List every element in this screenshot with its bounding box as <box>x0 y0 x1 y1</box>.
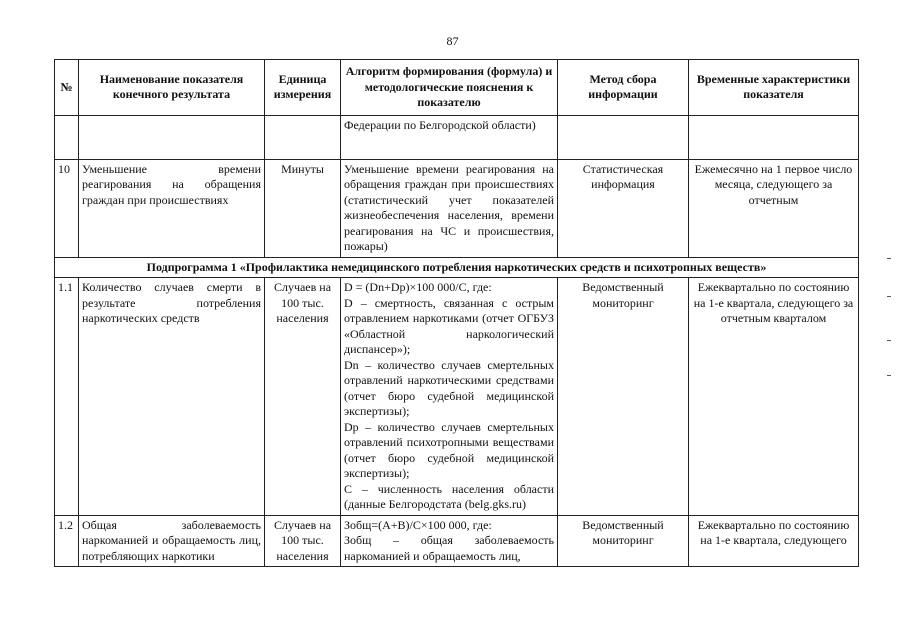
row-number: 10 <box>55 159 79 257</box>
header-name: Наименование показателя конечного результата <box>79 60 265 116</box>
table-row <box>55 515 859 567</box>
unit-of-measure: Случаев на 100 тыс. населения <box>265 515 341 567</box>
indicator-name: Количество случаев смерти в результате потребления наркотических средств <box>79 278 265 516</box>
formula-line: D = (Dn+Dp)×100 000/С, где: <box>344 280 492 294</box>
margin-tick <box>887 375 891 376</box>
collection-method: Ведомственный мониторинг <box>558 278 689 516</box>
formula-explanation: Dp – количество случаев смертельных отравлений психотропными веществами (отчет бюро судебной медицинской экспертизы); <box>344 419 554 480</box>
subprogram-row <box>55 257 859 278</box>
margin-tick <box>887 258 891 259</box>
row-number: 1.2 <box>55 515 79 567</box>
header-method: Метод сбора информации <box>558 60 689 116</box>
unit-of-measure: Минуты <box>265 159 341 257</box>
header-unit: Единица измерения <box>265 60 341 116</box>
algorithm-text <box>341 278 558 516</box>
header-timing: Временные характеристики показателя <box>689 60 859 116</box>
collection-method: Ведомственный мониторинг <box>558 515 689 567</box>
row-number: 1.1 <box>55 278 79 516</box>
cell-method <box>558 115 689 159</box>
margin-tick <box>887 296 891 297</box>
formula-explanation: Зобщ – общая заболеваемость наркоманией и обращаемость лиц, <box>344 533 554 563</box>
subprogram-title: Подпрограмма 1 «Профилактика немедицинского потребления наркотических средств и психотропных веществ» <box>55 257 859 278</box>
indicator-name: Общая заболеваемость наркоманией и обращаемость лиц, потребляющих наркотики <box>79 515 265 567</box>
table-header-row <box>55 60 859 116</box>
indicators-table <box>54 59 859 567</box>
table-row <box>55 278 859 516</box>
formula-explanation: С – численность населения области (данные Белгородстата (belg.gks.ru) <box>344 481 554 511</box>
algorithm-text: Уменьшение времени реагирования на обращения граждан при происшествиях (статистический учет показателей жизнеобеспечения населения, времени реагирования на ЧС и происшествия, пожары) <box>341 159 558 257</box>
indicator-name: Уменьшение времени реагирования на обращения граждан при происшествиях <box>79 159 265 257</box>
algorithm-text <box>341 515 558 567</box>
cell-timing <box>689 115 859 159</box>
cell-name <box>79 115 265 159</box>
formula-explanation: Dn – количество случаев смертельных отравлений наркотическими средствами (отчет бюро судебной медицинской экспертизы); <box>344 357 554 418</box>
table-row <box>55 115 859 159</box>
table-row <box>55 159 859 257</box>
formula-line: Зобщ=(A+B)/C×100 000, где: <box>344 517 492 532</box>
margin-tick <box>887 340 891 341</box>
collection-method: Статистическая информация <box>558 159 689 257</box>
page-number: 87 <box>446 34 459 48</box>
timing-characteristics: Ежеквартально по состоянию на 1-е квартала, следующего за отчетным кварталом <box>689 278 859 516</box>
cell-algorithm: Федерации по Белгородской области) <box>341 115 558 159</box>
cell-unit <box>265 115 341 159</box>
header-num: № <box>55 60 79 116</box>
unit-of-measure: Случаев на 100 тыс. населения <box>265 278 341 516</box>
timing-characteristics: Ежемесячно на 1 первое число месяца, следующего за отчетным <box>689 159 859 257</box>
timing-characteristics: Ежеквартально по состоянию на 1-е квартала, следующего <box>689 515 859 567</box>
cell-num <box>55 115 79 159</box>
header-algorithm: Алгоритм формирования (формула) и методологические пояснения к показателю <box>341 60 558 116</box>
formula-explanation: D – смертность, связанная с острым отравлением наркотиками (отчет ОГБУЗ «Областной наркологический диспансер»); <box>344 295 554 356</box>
